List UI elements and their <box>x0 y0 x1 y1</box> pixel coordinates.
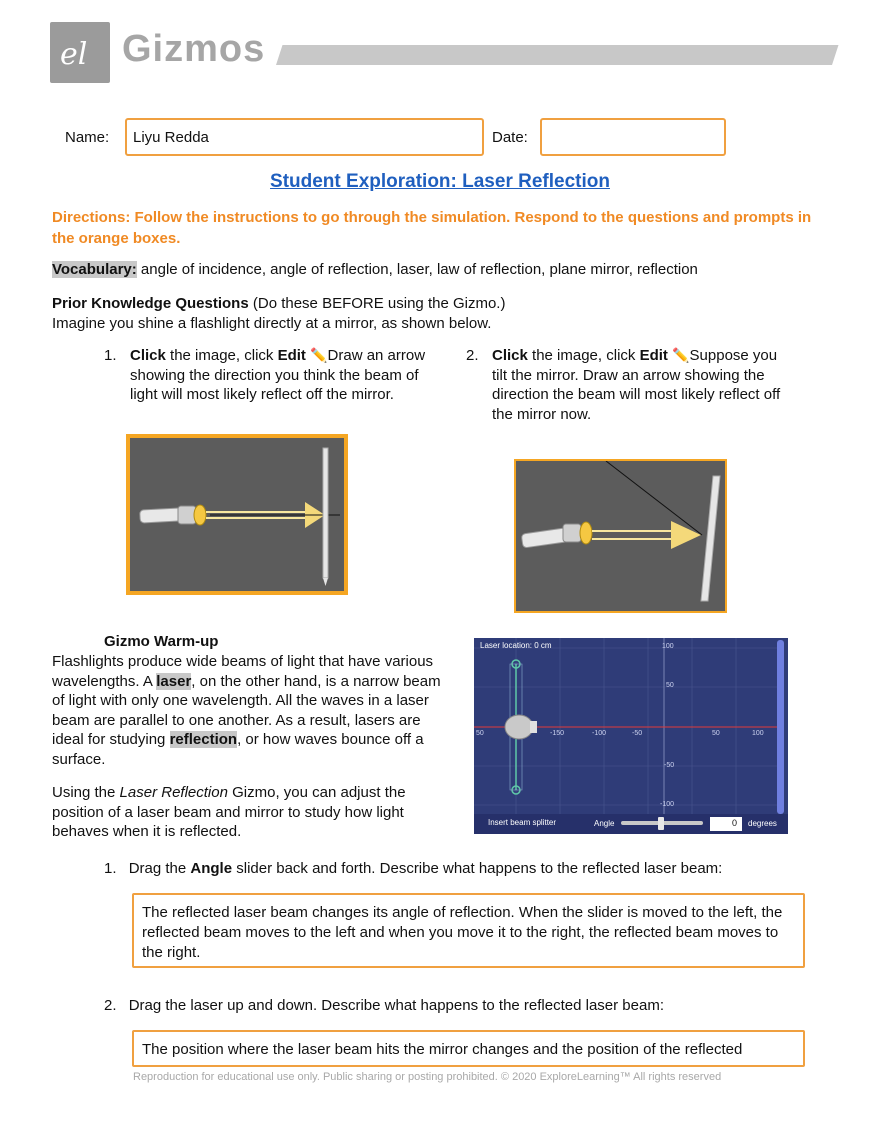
warmup-paragraph-1 <box>52 652 444 769</box>
svg-text:el: el <box>60 37 88 72</box>
directions-text: Directions: Follow the instructions to go through the simulation. Respond to the questions and prompts in the orange boxes. <box>52 209 812 247</box>
y-tick: 100 <box>662 643 674 650</box>
laser-term: laser <box>156 672 192 690</box>
x-tick: 50 <box>712 730 720 737</box>
vocabulary-label: Vocabulary: <box>52 261 137 278</box>
name-label: Name: <box>65 129 110 146</box>
question-2 <box>104 997 664 1014</box>
text-part: the image, click <box>165 347 278 364</box>
question-number: 2. <box>466 347 479 364</box>
vocabulary-line <box>52 260 842 280</box>
header-bar <box>276 45 838 65</box>
date-label: Date: <box>492 129 528 146</box>
text-part: Suppose you tilt the mirror. Draw an arrow showing the direction the beam will most likely reflect off the mirror now. <box>492 347 781 423</box>
text-part: Drag the laser up and down. Describe what happens to the reflected laser beam: <box>128 997 664 1014</box>
prior-note: (Do these BEFORE using the Gizmo.) <box>248 295 506 312</box>
edit-word: Edit <box>639 347 668 364</box>
question-text <box>492 346 792 424</box>
flashlight-mirror-image-2[interactable] <box>514 459 727 613</box>
pencil-icon: ✏️ <box>310 347 328 363</box>
gizmos-logo-icon <box>50 22 110 83</box>
date-field[interactable] <box>540 118 726 156</box>
text-part: , on the other hand, is a narrow beam of light with only one wavelength. All the waves in a laser beam are parallel to one another. As a result, lasers are ideal for studying <box>52 672 441 748</box>
laser-reflection-simulation[interactable] <box>474 638 788 834</box>
prior-knowledge-section <box>52 294 842 334</box>
angle-word: Angle <box>190 860 233 877</box>
beam-splitter-button[interactable]: Insert beam splitter <box>488 818 557 827</box>
question-number: 1. <box>104 347 117 364</box>
angle-input[interactable]: 0 <box>732 818 738 828</box>
edit-word: Edit <box>277 347 306 364</box>
answer-box-1[interactable]: The reflected laser beam changes its angle of reflection. When the slider is moved to the left, the reflected beam moves to the left and when you move it to the right, the reflected beam moves to the right. <box>132 893 805 968</box>
angle-label: Angle <box>594 819 615 828</box>
text-part: Flashlights produce wide beams of light that have various wavelengths. A <box>52 653 434 690</box>
vocabulary-text: angle of incidence, angle of reflection, laser, law of reflection, plane mirror, reflection <box>136 261 698 278</box>
page-title[interactable]: Student Exploration: Laser Reflection <box>270 171 610 192</box>
text-part: Draw an arrow showing the direction you think the beam of light will most likely reflect off the mirror. <box>130 347 426 403</box>
x-tick: -150 <box>550 730 565 737</box>
text-part: Drag the <box>128 860 191 877</box>
question-number: 1. <box>104 860 117 877</box>
brand-name: Gizmos <box>122 28 266 70</box>
prior-intro: Imagine you shine a flashlight directly at a mirror, as shown below. <box>52 315 492 332</box>
text-part: the image, click <box>527 347 640 364</box>
angle-slider[interactable] <box>621 818 703 830</box>
prior-heading: Prior Knowledge Questions <box>52 295 249 312</box>
question-1 <box>104 860 722 877</box>
footer-copyright: Reproduction for educational use only. Public sharing or posting prohibited. © 2020 ExploreLearning™ All rights reserved <box>133 1071 722 1083</box>
click-word: Click <box>130 347 166 364</box>
x-tick: -100 <box>592 730 607 737</box>
text-part: slider back and forth. Describe what happens to the reflected laser beam: <box>232 860 723 877</box>
name-field[interactable]: Liyu Redda <box>125 118 484 156</box>
gizmo-name: Laser Reflection <box>119 784 228 801</box>
text-part: Using the <box>52 784 120 801</box>
warmup-title: Gizmo Warm-up <box>104 633 219 650</box>
answer-box-2[interactable]: The position where the laser beam hits the mirror changes and the position of the reflected <box>132 1030 805 1067</box>
x-tick: 50 <box>476 730 484 737</box>
y-tick: -50 <box>664 762 675 769</box>
x-tick: 100 <box>752 730 764 737</box>
x-tick: -50 <box>632 730 643 737</box>
warmup-paragraph-2 <box>52 783 444 842</box>
text-part: Gizmo, you can adjust the position of a laser beam and mirror to study how light behaves when it is reflected. <box>52 784 406 840</box>
laser-location-readout: Laser location: 0 cm <box>480 641 552 650</box>
y-tick: 50 <box>666 682 674 689</box>
text-part: , or how waves bounce off a surface. <box>52 731 424 768</box>
y-tick: -100 <box>660 801 675 808</box>
reflection-term: reflection <box>169 731 238 748</box>
question-number: 2. <box>104 997 117 1014</box>
degrees-label: degrees <box>748 819 777 828</box>
click-word: Click <box>492 347 528 364</box>
pencil-icon: ✏️ <box>672 347 690 363</box>
question-text <box>130 346 430 405</box>
flashlight-mirror-image-1[interactable] <box>126 434 348 595</box>
